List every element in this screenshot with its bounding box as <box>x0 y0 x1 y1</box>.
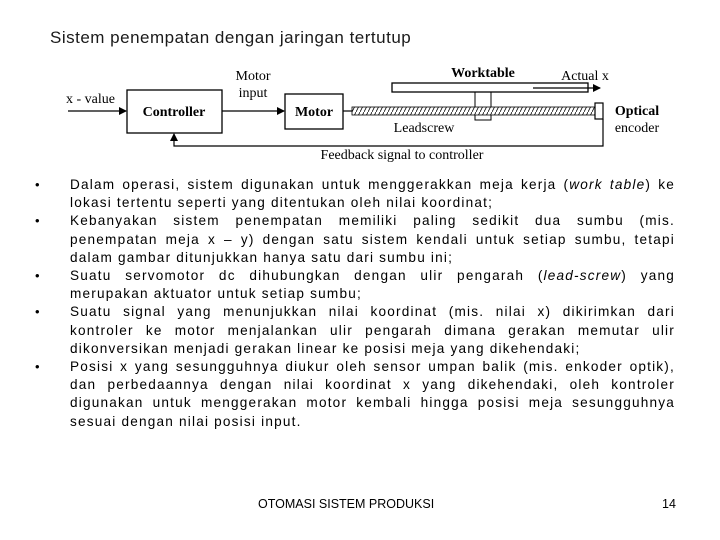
table-nut <box>475 92 491 120</box>
bullet-text: Suatu servomotor dc dihubungkan dengan ulir pengarah (lead-screw) yang merupakan aktuator untuk setiap sumbu; <box>70 268 675 302</box>
bullet-text: Posisi x yang sesungguhnya diukur oleh sensor umpan balik (mis. enkoder optik), dan perbedaannya dengan nilai koordinat x yang dikehendaki, oleh kontroler digunakan untuk menggerakan motor kembali hingga posisi meja sesungguhnya sesuai dengan nilai posisi input. <box>70 359 675 429</box>
page-number: 14 <box>662 497 676 511</box>
bullet-glyph: • <box>35 359 41 375</box>
optical-encoder <box>595 103 603 119</box>
bullet-text: Kebanyakan sistem penempatan memiliki paling sedikit dua sumbu (mis. penempatan meja x – y) dengan satu sistem kendali untuk setiap sumbu, tetapi dalam gambar ditunjukkan hanya satu dari sumbu ini; <box>70 213 675 265</box>
motor-input-label: Motor <box>235 69 271 84</box>
closed-loop-positioning-diagram <box>0 0 720 175</box>
leadscrew-label: Leadscrew <box>393 121 455 136</box>
bullet-text: Suatu signal yang menunjukkan nilai koordinat (mis. nilai x) dikirimkan dari kontroler ke motor menjalankan ulir pengarah dimana gerakan memutar ulir dikonversikan menjadi gerakan linear ke posisi meja yang dikehendaki; <box>70 304 675 356</box>
bullet-glyph: • <box>35 213 41 229</box>
actual-x-label: Actual x <box>561 69 609 84</box>
bullet-list <box>35 176 675 431</box>
bullet-item <box>35 267 675 303</box>
bullet-glyph: • <box>35 268 41 284</box>
bullet-glyph: • <box>35 304 41 320</box>
feedback-line <box>174 119 603 146</box>
controller-label: Controller <box>142 105 206 120</box>
motor-input-label-2: input <box>238 86 268 101</box>
bullet-text: Dalam operasi, sistem digunakan untuk menggerakkan meja kerja (work table) ke lokasi tertentu seperti yang ditentukan oleh nilai koordinat; <box>70 177 675 211</box>
page-title: Sistem penempatan dengan jaringan tertutup <box>50 28 412 47</box>
feedback-label: Feedback signal to controller <box>320 148 484 163</box>
bullet-item <box>35 303 675 358</box>
footer-text: OTOMASI SISTEM PRODUKSI <box>258 497 435 511</box>
worktable-label: Worktable <box>451 66 515 81</box>
motor-label: Motor <box>294 105 334 120</box>
bullet-item <box>35 358 675 431</box>
leadscrew <box>352 107 595 115</box>
optical-encoder-label-2: encoder <box>614 121 660 136</box>
bullet-item <box>35 176 675 212</box>
x-value-label: x - value <box>66 92 115 107</box>
bullet-item <box>35 212 675 267</box>
bullet-glyph: • <box>35 177 41 192</box>
optical-encoder-label: Optical <box>614 104 660 119</box>
